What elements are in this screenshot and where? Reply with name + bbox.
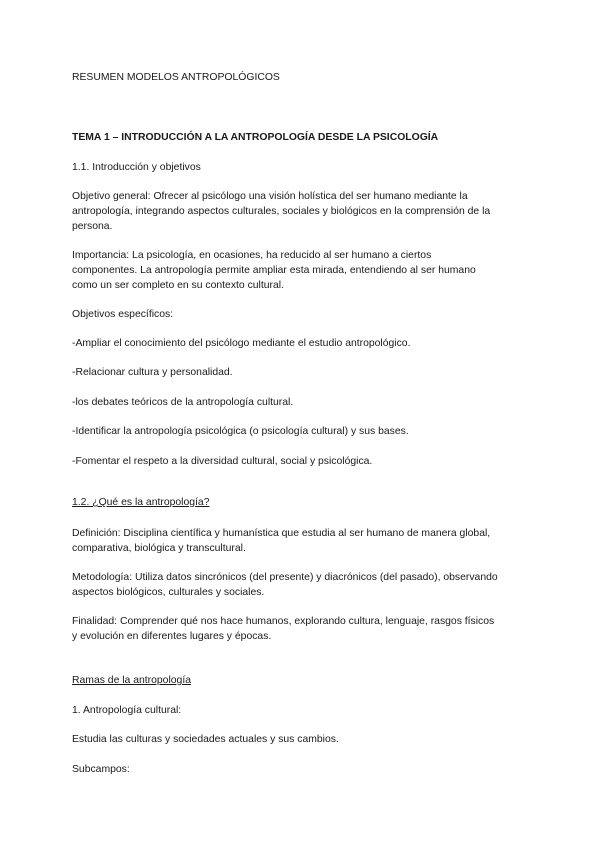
paragraph-line: componentes. La antropología permite ampliar esta mirada, entendiendo al ser humano <box>72 265 476 276</box>
paragraph-line: antropología, integrando aspectos culturales, sociales y biológicos en la comprensión de la <box>72 206 491 217</box>
paragraph-line: Metodología: Utiliza datos sincrónicos (del presente) y diacrónicos (del pasado), observando <box>72 572 498 583</box>
paragraph-line: como un ser completo en su contexto cultural. <box>72 280 284 291</box>
objetivos-especificos-label: Objetivos específicos: <box>72 309 174 320</box>
list-item: -los debates teóricos de la antropología cultural. <box>72 397 294 408</box>
list-item: -Relacionar cultura y personalidad. <box>72 367 233 378</box>
section-1-1-heading: 1.1. Introducción y objetivos <box>72 162 201 173</box>
paragraph-line: Importancia: La psicología, en ocasiones, ha reducido al ser humano a ciertos <box>72 250 432 261</box>
list-item: -Identificar la antropología psicológica (o psicología cultural) y sus bases. <box>72 426 409 437</box>
estudia-paragraph: Estudia las culturas y sociedades actuales y sus cambios. <box>72 734 339 745</box>
paragraph-line: Objetivo general: Ofrecer al psicólogo una visión holística del ser humano mediante la <box>72 191 468 202</box>
subcampos-label: Subcampos: <box>72 764 130 775</box>
list-item: -Ampliar el conocimiento del psicólogo mediante el estudio antropológico. <box>72 338 411 349</box>
document-title: RESUMEN MODELOS ANTROPOLÓGICOS <box>72 72 280 83</box>
list-item: -Fomentar el respeto a la diversidad cultural, social y psicológica. <box>72 456 373 467</box>
paragraph-line: persona. <box>72 221 113 232</box>
section-1-2-heading: 1.2. ¿Qué es la antropología? <box>72 497 210 508</box>
paragraph-line: comparativa, biológica y transcultural. <box>72 543 246 554</box>
antropologia-cultural-heading: 1. Antropología cultural: <box>72 705 182 716</box>
paragraph-line: y evolución en diferentes lugares y épocas. <box>72 631 272 642</box>
tema-heading: TEMA 1 – INTRODUCCIÓN A LA ANTROPOLOGÍA DESDE LA PSICOLOGÍA <box>72 132 439 143</box>
paragraph-line: Finalidad: Comprender qué nos hace humanos, explorando cultura, lenguaje, rasgos físicos <box>72 616 495 627</box>
paragraph-line: Definición: Disciplina científica y humanística que estudia al ser humano de manera global, <box>72 528 491 539</box>
paragraph-line: aspectos biológicos, culturales y sociales. <box>72 587 265 598</box>
ramas-heading: Ramas de la antropología <box>72 675 191 686</box>
